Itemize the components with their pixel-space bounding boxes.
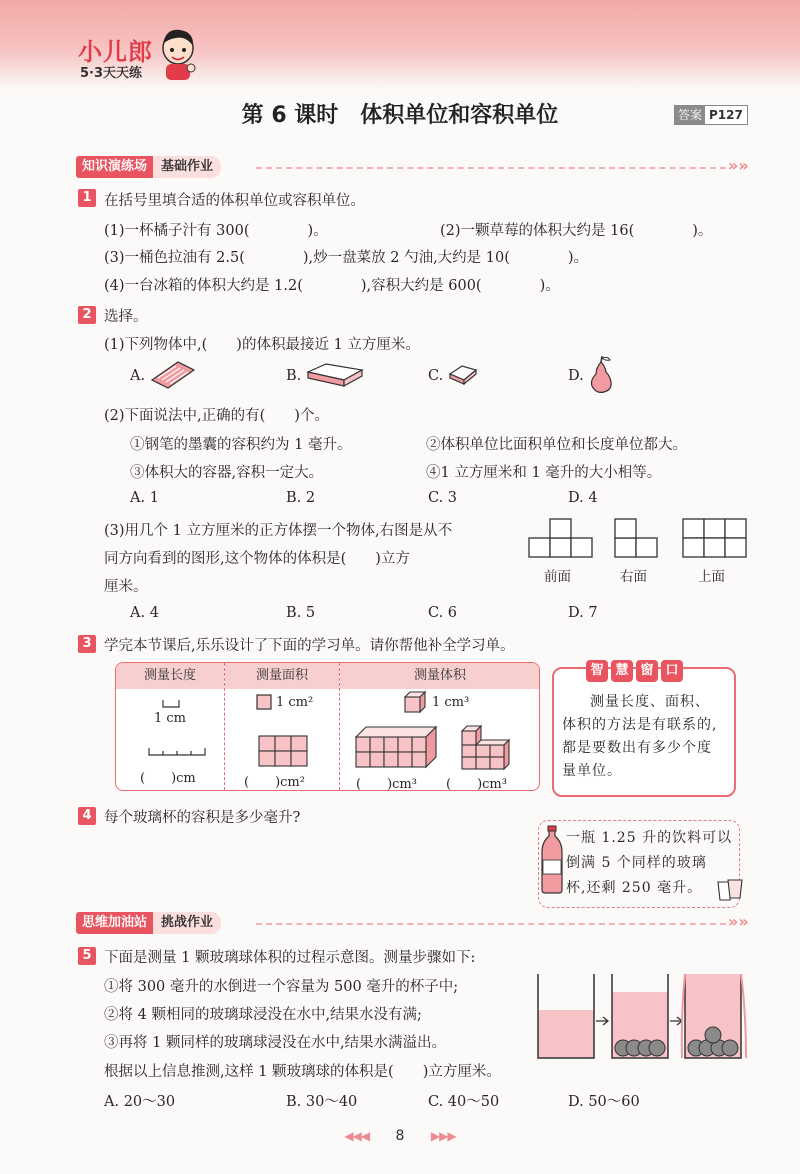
header-length: 测量长度	[116, 663, 224, 689]
q5-step-3: ③再将 1 颗同样的玻璃球浸没在水中,结果水满溢出。	[104, 1035, 447, 1051]
option-c: C. 6	[428, 605, 458, 621]
q1-item-2: (2)一颗草莓的体积大约是 16( )。	[440, 223, 713, 239]
question-stem: 每个玻璃杯的容积是多少毫升?	[104, 810, 301, 826]
top-view-diagram	[682, 518, 748, 558]
wisdom-title-char: 窗	[636, 660, 658, 682]
length-unit-label: 1 cm	[154, 711, 187, 726]
glass-cups-icon	[716, 876, 744, 902]
section-challenge-tag	[76, 912, 221, 934]
section-tag-secondary: 挑战作业	[153, 912, 221, 934]
q1-item-1: (1)一杯橘子汁有 300( )。	[104, 223, 328, 239]
brand-logo: 小儿郎	[78, 38, 153, 66]
chevron-right-icon: »»	[728, 912, 749, 931]
top-view-label: 上面	[698, 569, 725, 585]
wisdom-title-char: 慧	[611, 660, 633, 682]
option-c: C. 40～50	[428, 1094, 500, 1110]
option-d: D. 7	[568, 605, 598, 621]
page-footer	[0, 1128, 800, 1144]
unit-cube	[404, 691, 426, 713]
section-divider	[256, 923, 726, 925]
q2-part-3-line-2: 同方向看到的图形,这个物体的体积是( )立方	[104, 551, 410, 567]
next-arrows-icon: ▶▶▶	[430, 1129, 456, 1143]
section-tag-primary: 思维加油站	[76, 912, 153, 934]
section-tag-primary: 知识演练场	[76, 156, 153, 178]
pear-icon	[588, 354, 614, 394]
mascot-icon	[158, 26, 198, 82]
option-b: B.	[286, 368, 302, 384]
column-divider	[224, 663, 225, 790]
page-number: 8	[395, 1128, 405, 1144]
header-area: 测量面积	[225, 663, 339, 689]
measured-length-segment	[148, 747, 206, 757]
volume-answer-1: ( )cm³	[356, 777, 417, 791]
question-number: 5	[78, 947, 96, 965]
beaker-diagram-3	[680, 972, 750, 1060]
section-tag-secondary: 基础作业	[153, 156, 221, 178]
section-basic-tag	[76, 156, 221, 178]
hint-line-1: 一瓶 1.25 升的饮料可以	[566, 830, 733, 846]
question-stem: 下面是测量 1 颗玻璃球体积的过程示意图。测量步骤如下:	[104, 950, 476, 966]
area-unit-label: 1 cm²	[276, 695, 314, 710]
option-b: B. 2	[286, 490, 316, 506]
column-divider	[339, 663, 340, 790]
hint-text	[566, 826, 738, 901]
option-c: C. 3	[428, 490, 458, 506]
option-b: B. 30～40	[286, 1094, 358, 1110]
q2-part-1: (1)下列物体中,( )的体积最接近 1 立方厘米。	[104, 337, 420, 353]
volume-unit-label: 1 cm³	[432, 695, 470, 710]
q5-conclusion: 根据以上信息推测,这样 1 颗玻璃球的体积是( )立方厘米。	[104, 1064, 501, 1080]
hint-line-2: 倒满 5 个同样的玻璃	[566, 855, 707, 871]
series-name: 5·3天天练	[80, 66, 143, 81]
question-number: 4	[78, 807, 96, 825]
question-stem: 选择。	[104, 309, 148, 325]
question-stem: 学完本节课后,乐乐设计了下面的学习单。请你帮他补全学习单。	[104, 638, 515, 654]
statement-2: ②体积单位比面积单位和长度单位都大。	[426, 437, 687, 453]
area-answer: ( )cm²	[244, 775, 305, 790]
chevron-right-icon: »»	[728, 156, 749, 175]
option-a: A. 4	[130, 605, 159, 621]
answer-page: P127	[705, 106, 747, 124]
prev-arrows-icon: ◀◀◀	[344, 1129, 370, 1143]
option-c: C.	[428, 368, 444, 384]
area-grid	[258, 735, 308, 767]
question-stem: 在括号里填合适的体积单位或容积单位。	[104, 193, 365, 209]
wisdom-title-char: 口	[661, 660, 683, 682]
study-sheet-table	[115, 662, 540, 791]
pencil-box-icon	[306, 360, 364, 388]
eraser-icon	[448, 362, 478, 386]
bottle-icon	[540, 826, 564, 894]
option-a: A.	[130, 368, 146, 384]
answer-ref	[674, 105, 748, 125]
q1-item-3: (3)一桶色拉油有 2.5( ),炒一盘菜放 2 勺油,大约是 10( )。	[104, 250, 589, 266]
question-number: 2	[78, 306, 96, 324]
section-divider	[256, 167, 726, 169]
unit-square	[256, 694, 272, 710]
q2-part-3-line-1: (3)用几个 1 立方厘米的正方体摆一个物体,右图是从不	[104, 523, 453, 539]
header-volume: 测量体积	[340, 663, 540, 689]
length-answer: ( )cm	[140, 771, 196, 786]
volume-answer-2: ( )cm³	[446, 777, 507, 791]
beaker-diagram-2	[610, 972, 670, 1060]
option-b: B. 5	[286, 605, 316, 621]
question-number: 3	[78, 635, 96, 653]
unit-length-segment	[162, 699, 180, 709]
wisdom-title	[586, 660, 683, 682]
calculator-icon	[148, 358, 196, 390]
hint-line-3: 杯,还剩 250 毫升。	[566, 880, 703, 896]
option-a: A. 20～30	[104, 1094, 176, 1110]
right-view-label: 右面	[620, 569, 647, 585]
option-d: D. 50～60	[568, 1094, 640, 1110]
cube-stack-large	[354, 723, 438, 769]
front-view-diagram	[528, 518, 594, 558]
right-view-diagram	[614, 518, 658, 558]
arrow-right-icon	[596, 1016, 610, 1026]
wisdom-title-char: 智	[586, 660, 608, 682]
answer-label: 答案	[675, 106, 705, 124]
option-d: D.	[568, 368, 584, 384]
front-view-label: 前面	[544, 569, 571, 585]
q2-part-3-line-3: 厘米。	[104, 579, 148, 595]
statement-4: ④1 立方厘米和 1 毫升的大小相等。	[426, 465, 662, 481]
wisdom-text: 测量长度、面积、体积的方法是有联系的,都是要数出有多少个度量单位。	[562, 694, 718, 779]
page-title: 第 6 课时 体积单位和容积单位	[241, 103, 559, 128]
statement-3: ③体积大的容器,容积一定大。	[130, 465, 324, 481]
q2-part-2: (2)下面说法中,正确的有( )个。	[104, 408, 329, 424]
q5-step-1: ①将 300 毫升的水倒进一个容量为 500 毫升的杯子中;	[104, 979, 459, 995]
option-a: A. 1	[130, 490, 159, 506]
option-d: D. 4	[568, 490, 598, 506]
q1-item-4: (4)一台冰箱的体积大约是 1.2( ),容积大约是 600( )。	[104, 278, 560, 294]
question-number: 1	[78, 189, 96, 207]
q5-step-2: ②将 4 颗相同的玻璃球浸没在水中,结果水没有满;	[104, 1007, 422, 1023]
statement-1: ①钢笔的墨囊的容积约为 1 毫升。	[130, 437, 352, 453]
cube-stack-small	[458, 721, 518, 771]
beaker-diagram-1	[536, 972, 596, 1060]
